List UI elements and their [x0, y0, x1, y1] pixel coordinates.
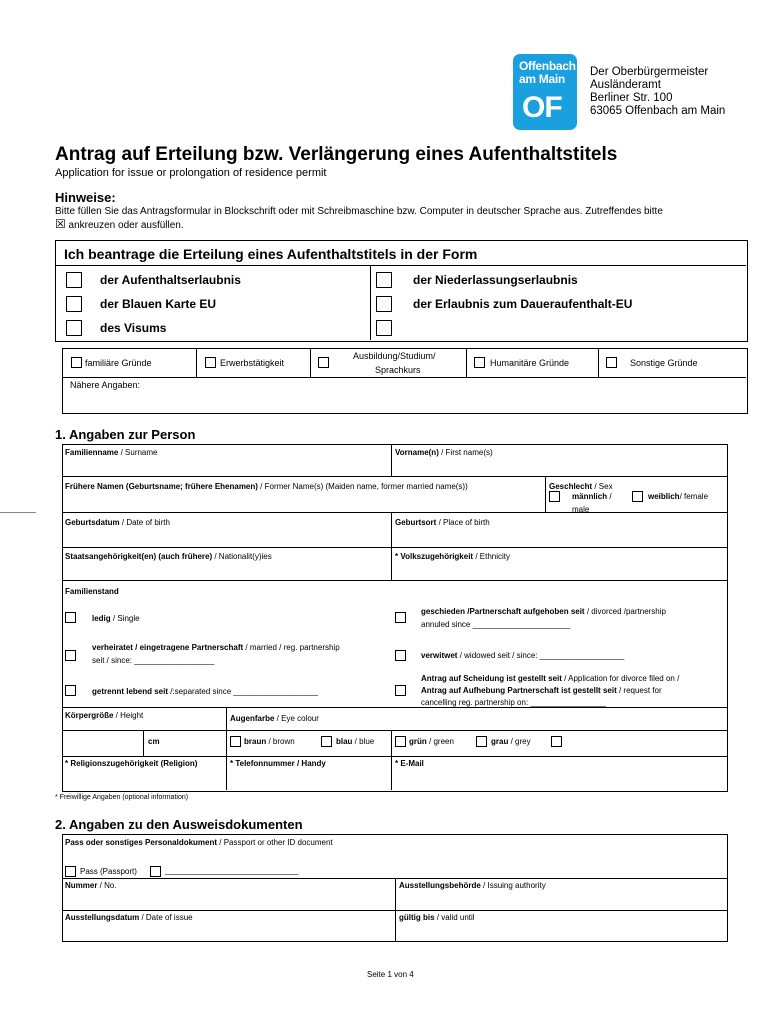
height-label: Körpergröße / Height	[65, 711, 144, 720]
blue-card-checkbox[interactable]	[66, 296, 82, 312]
other-reasons-checkbox[interactable]	[606, 357, 617, 368]
first-name-label: Vorname(n) / First name(s)	[395, 448, 493, 457]
married-since: seit / since: __________________	[92, 656, 215, 665]
family-reasons-checkbox[interactable]	[71, 357, 82, 368]
optional-note: * Freiwillige Angaben (optional information)	[55, 794, 189, 801]
widowed-label: verwitwet / widowed seit / since: ___________________	[421, 651, 625, 660]
section2-heading: 2. Angaben zu den Ausweisdokumenten	[55, 817, 303, 832]
divorce-filed-label: Antrag auf Scheidung ist gestellt seit / Application for divorce filed on /	[421, 674, 680, 683]
employment-label: Erwerbstätigkeit	[220, 358, 285, 368]
visa-checkbox[interactable]	[66, 320, 82, 336]
education-label-1: Ausbildung/Studium/	[353, 351, 436, 361]
address-line: Berliner Str. 100	[590, 92, 673, 104]
widowed-checkbox[interactable]	[395, 650, 406, 661]
grey-label: grau / grey	[491, 737, 531, 746]
notes-line2: ankreuzen oder ausfüllen.	[68, 220, 184, 231]
valid-until-label: gültig bis / valid until	[399, 913, 475, 922]
authority-address	[590, 66, 725, 118]
married-checkbox[interactable]	[65, 650, 76, 661]
residence-permit-label: der Aufenthaltserlaubnis	[100, 273, 241, 287]
settlement-permit-checkbox[interactable]	[376, 272, 392, 288]
divorced-checkbox[interactable]	[395, 612, 406, 623]
permanent-residence-label: der Erlaubnis zum Daueraufenthalt-EU	[413, 297, 633, 311]
humanitarian-label: Humanitäre Gründe	[490, 358, 570, 368]
sex-label: Geschlecht / Sex	[549, 482, 613, 491]
issuing-authority-label: Ausstellungsbehörde / Issuing authority	[399, 881, 546, 890]
blank-permit-checkbox[interactable]	[376, 320, 392, 336]
nationality-label: Staatsangehörigkeit(en) (auch frühere) / Nationalit(y)ies	[65, 552, 272, 561]
visa-label: des Visums	[100, 321, 167, 335]
dob-label: Geburtsdatum / Date of birth	[65, 518, 170, 527]
divorce-filed-checkbox[interactable]	[395, 685, 406, 696]
brown-label: braun / brown	[244, 737, 295, 746]
address-line: 63065 Offenbach am Main	[590, 105, 726, 117]
section1-heading: 1. Angaben zur Person	[55, 427, 196, 442]
checked-box-icon: ☒	[55, 217, 66, 231]
residence-permit-checkbox[interactable]	[66, 272, 82, 288]
male-label-en: male	[572, 505, 590, 514]
other-reasons-label: Sonstige Gründe	[630, 358, 698, 368]
permit-type-heading: Ich beantrage die Erteilung eines Aufenthaltstitels in der Form	[64, 246, 478, 262]
permanent-residence-checkbox[interactable]	[376, 296, 392, 312]
address-line: Der Oberbürgermeister	[590, 66, 709, 78]
settlement-permit-label: der Niederlassungserlaubnis	[413, 273, 578, 287]
logo-mark: OF	[522, 91, 562, 124]
notes-line1: Bitte füllen Sie das Antragsformular in Blockschrift oder mit Schreibmaschine bzw. Computer in deutscher Sprache aus. Zutreffendes bitte	[55, 206, 663, 217]
male-checkbox[interactable]	[549, 491, 560, 502]
education-checkbox[interactable]	[318, 357, 329, 368]
id-document-label: Pass oder sonstiges Personaldokument / Passport or other ID document	[65, 838, 333, 847]
single-checkbox[interactable]	[65, 612, 76, 623]
divorced-since: annuled since ______________________	[421, 620, 571, 629]
eye-colour-label: Augenfarbe / Eye colour	[230, 714, 319, 723]
page-subtitle: Application for issue or prolongation of residence permit	[55, 167, 327, 179]
other-id-line: ______________________________	[165, 866, 299, 875]
blue-label: blau / blue	[336, 737, 375, 746]
partnership-cancel-date: cancelling reg. partnership on: _________________	[421, 698, 607, 707]
grey-eyes-checkbox[interactable]	[476, 736, 487, 747]
humanitarian-checkbox[interactable]	[474, 357, 485, 368]
offenbach-logo	[513, 54, 577, 130]
pob-label: Geburtsort / Place of birth	[395, 518, 490, 527]
cm-unit: cm	[148, 737, 160, 746]
female-checkbox[interactable]	[632, 491, 643, 502]
employment-checkbox[interactable]	[205, 357, 216, 368]
separated-label: getrennt lebend seit /:separated since ___________________	[92, 687, 318, 696]
brown-eyes-checkbox[interactable]	[230, 736, 241, 747]
single-label: ledig / Single	[92, 614, 140, 623]
male-label: männlich /	[572, 492, 612, 501]
notes-heading: Hinweise:	[55, 190, 116, 205]
issue-date-label: Ausstellungsdatum / Date of issue	[65, 913, 193, 922]
page-title: Antrag auf Erteilung bzw. Verlängerung eines Aufenthaltstitels	[55, 144, 618, 165]
former-names-label: Frühere Namen (Geburtsname; frühere Ehenamen) / Former Name(s) (Maiden name, former married name(s))	[65, 482, 468, 491]
green-eyes-checkbox[interactable]	[395, 736, 406, 747]
phone-label: * Telefonnummer / Handy	[230, 759, 326, 768]
separated-checkbox[interactable]	[65, 685, 76, 696]
blue-card-label: der Blauen Karte EU	[100, 297, 217, 311]
other-eyes-checkbox[interactable]	[551, 736, 562, 747]
other-id-checkbox[interactable]	[150, 866, 161, 877]
details-label: Nähere Angaben:	[70, 380, 141, 390]
blue-eyes-checkbox[interactable]	[321, 736, 332, 747]
divorced-label: geschieden /Partnerschaft aufgehoben seit / divorced /partnership	[421, 607, 666, 616]
religion-label: * Religionszugehörigkeit (Religion)	[65, 759, 198, 768]
married-label: verheiratet / eingetragene Partnerschaft / married / reg. partnership	[92, 643, 340, 652]
logo-line1: Offenbach	[519, 59, 576, 73]
green-label: grün / green	[409, 737, 454, 746]
surname-label: Familienname / Surname	[65, 448, 158, 457]
partnership-cancel-label: Antrag auf Aufhebung Partnerschaft ist gestellt seit / request for	[421, 686, 662, 695]
education-label-2: Sprachkurs	[375, 365, 421, 375]
page-number: Seite 1 von 4	[367, 970, 414, 979]
address-line: Ausländeramt	[590, 79, 661, 91]
number-label: Nummer / No.	[65, 881, 117, 890]
marital-status-label: Familienstand	[65, 587, 119, 596]
email-label: * E-Mail	[395, 759, 424, 768]
family-reasons-label: familiäre Gründe	[85, 358, 152, 368]
ethnicity-label: * Volkszugehörigkeit / Ethnicity	[395, 552, 510, 561]
passport-checkbox[interactable]	[65, 866, 76, 877]
notes-text	[55, 206, 745, 232]
female-label: weiblich/ female	[648, 492, 709, 501]
passport-label: Pass (Passport)	[80, 867, 137, 876]
logo-line2: am Main	[519, 72, 565, 86]
